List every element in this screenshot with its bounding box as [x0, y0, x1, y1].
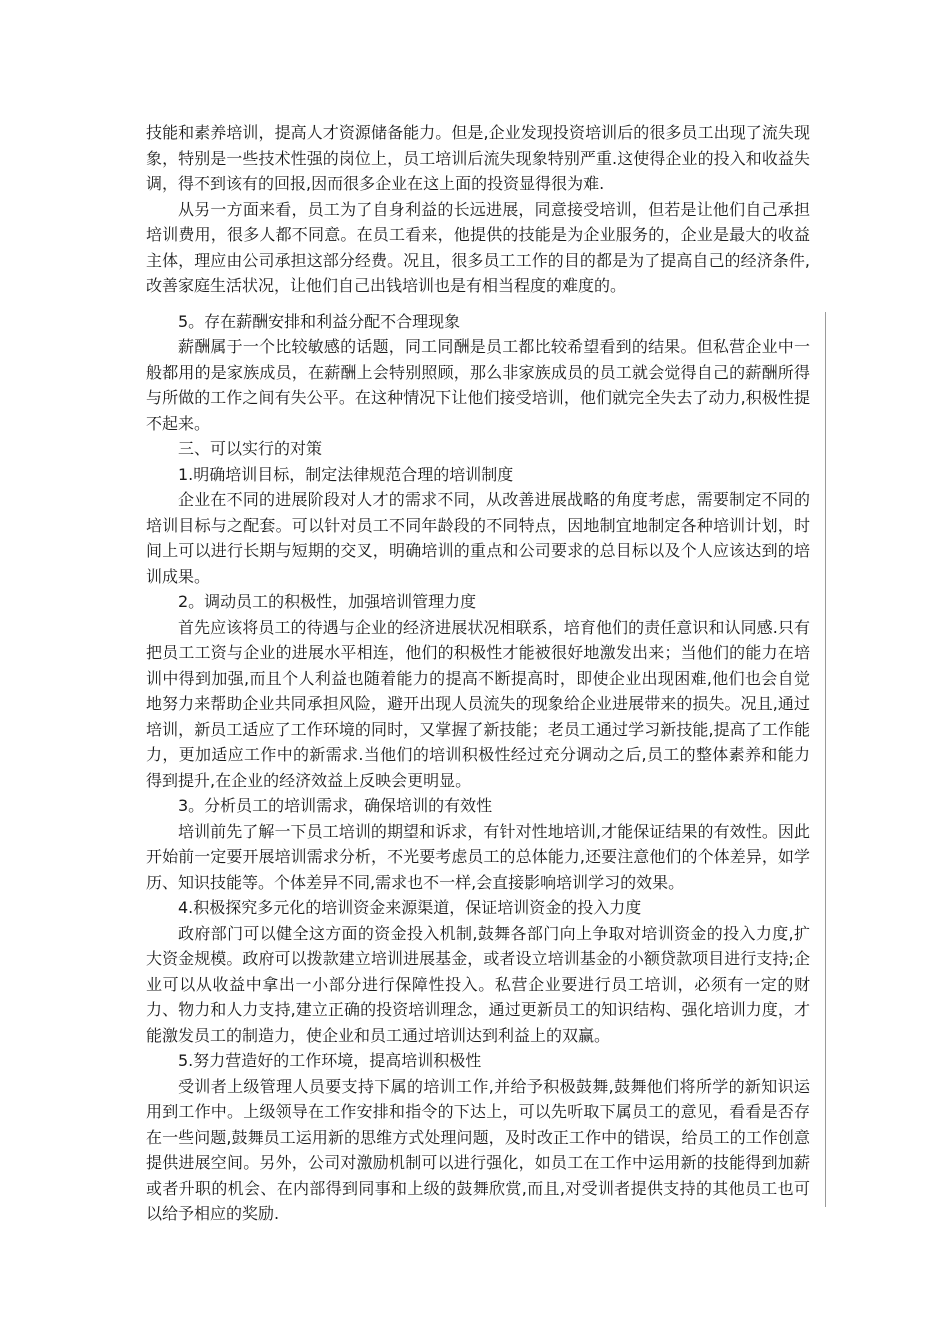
section-heading: 3。分析员工的培训需求，确保培训的有效性 — [178, 796, 493, 815]
paragraph: 培训前先了解一下员工培训的期望和诉求，有针对性地培训,才能保证结果的有效性。因此开始前一定要开展培训需求分析，不光要考虑员工的总体能力,还要注意他们的个体差异，如学历、知识技能等。个体差异不同,需求也不一样,会直接影响培训学习的效果。 — [146, 821, 810, 892]
section-heading: 1.明确培训目标，制定法律规范合理的培训制度 — [178, 464, 514, 484]
paragraph: 受训者上级管理人员要支持下属的培训工作,并给予积极鼓舞,鼓舞他们将所学的新知识运用到工作中。上级领导在工作安排和指令的下达上，可以先听取下属员工的意见，看看是否存在一些问题,鼓舞员工运用新的思维方式处理问题，及时改正工作中的错误，给员工的工作创意提供进展空间。另外，公司对激励机制可以进行强化，如员工在工作中运用新的技能得到加薪或者升职的机会、在内部得到同事和上级的鼓舞欣赏,而且,对受训者提供支持的其他员工也可以给予相应的奖励. — [146, 1076, 810, 1223]
margin-rule — [825, 312, 826, 1207]
paragraph-continued: 技能和素养培训，提高人才资源储备能力。但是,企业发现投资培训后的很多员工出现了流失现象，特别是一些技术性强的岗位上，员工培训后流失现象特别严重.这使得企业的投入和收益失调，得不到该有的回报,因而很多企业在这上面的投资显得很为难. — [146, 123, 810, 193]
document-body — [146, 120, 810, 1227]
paragraph: 首先应该将员工的待遇与企业的经济进展状况相联系，培育他们的责任意识和认同感.只有把员工工资与企业的进展水平相连，他们的积极性才能被很好地激发出来；当他们的能力在培训中得到加强,而且个人利益也随着能力的提高不断提高时，即使企业出现困难,他们也会自觉地努力来帮助企业共同承担风险，避开出现人员流失的现象给企业进展带来的损失。况且,通过培训，新员工适应了工作环境的同时，又掌握了新技能；老员工通过学习新技能,提高了工作能力，更加适应工作中的新需求.当他们的培训积极性经过充分调动之后,员工的整体素养和能力得到提升,在企业的经济效益上反映会更明显。 — [146, 617, 810, 790]
section-heading: 5。存在薪酬安排和利益分配不合理现象 — [178, 311, 461, 331]
paragraph: 从另一方面来看，员工为了自身利益的长远进展，同意接受培训，但若是让他们自己承担培训费用，很多人都不同意。在员工看来，他提供的技能是为企业服务的，企业是最大的收益主体，理应由公司承担这部分经费。况且，很多员工工作的目的都是为了提高自己的经济条件,改善家庭生活状况，让他们自己出钱培训也是有相当程度的难度的。 — [146, 199, 810, 295]
section-heading: 2。调动员工的积极性，加强培训管理力度 — [178, 592, 477, 611]
paragraph: 薪酬属于一个比较敏感的话题，同工同酬是员工都比较希望看到的结果。但私营企业中一般都用的是家族成员，在薪酬上会特别照顾，那么非家族成员的员工就会觉得自己的薪酬所得与所做的工作之间有失公平。在这种情况下让他们接受培训，他们就完全失去了动力,积极性提不起来。 — [146, 337, 810, 433]
section-heading: 4.积极探究多元化的培训资金来源渠道，保证培训资金的投入力度 — [178, 898, 642, 917]
paragraph: 政府部门可以健全这方面的资金投入机制,鼓舞各部门向上争取对培训资金的投入力度,扩大资金规模。政府可以拨款建立培训进展基金，或者设立培训基金的小额贷款项目进行支持;企业可以从收益中拿出一小部分进行保障性投入。私营企业要进行员工培训，必须有一定的财力、物力和人力支持,建立正确的投资培训理念，通过更新员工的知识结构、强化培训力度，才能激发员工的制造力，使企业和员工通过培训达到利益上的双赢。 — [146, 923, 810, 1045]
section-heading: 5.努力营造好的工作环境，提高培训积极性 — [178, 1051, 482, 1070]
paragraph: 企业在不同的进展阶段对人才的需求不同，从改善进展战略的角度考虑，需要制定不同的培训目标与之配套。可以针对员工不同年龄段的不同特点，因地制宜地制定各种培训计划，时间上可以进行长期与短期的交叉，明确培训的重点和公司要求的总目标以及个人应该达到的培训成果。 — [146, 490, 810, 586]
chapter-heading: 三、可以实行的对策 — [178, 439, 323, 458]
